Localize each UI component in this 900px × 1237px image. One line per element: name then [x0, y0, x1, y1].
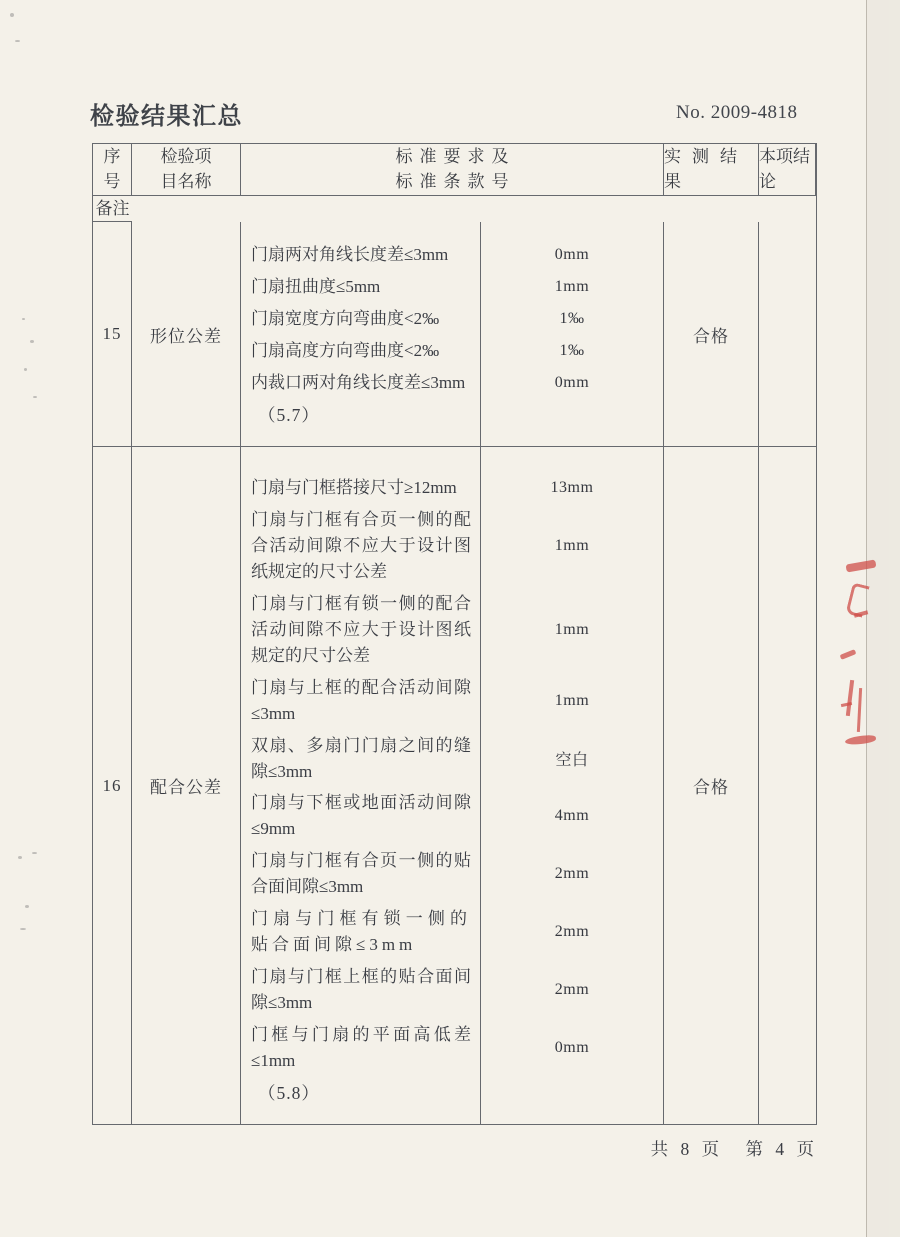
requirement-item: [241, 242, 663, 268]
requirement-list: [241, 447, 663, 1080]
row-standard-and-results: [241, 447, 664, 1124]
scan-speck: [24, 368, 27, 371]
requirement-item: [241, 848, 663, 900]
scan-speck: [18, 856, 22, 859]
requirement-item: [241, 790, 663, 842]
row-item-name: 形位公差: [132, 222, 241, 447]
scan-speck: [20, 928, 26, 930]
measured-result: 0mm: [554, 1039, 590, 1057]
requirement-item: [241, 338, 663, 364]
header-line: 标准条款号: [395, 172, 516, 192]
requirement-text: 门扇与下框或地面活动间隙≤9mm: [251, 793, 471, 839]
row-remark: [759, 447, 816, 1124]
requirement-item: [241, 274, 663, 300]
standard-clause: （5.8）: [258, 1083, 320, 1103]
measured-result: 0mm: [554, 246, 590, 263]
requirement-item: [241, 1022, 663, 1074]
measured-result: 1mm: [554, 691, 590, 709]
scan-speck: [15, 40, 20, 42]
header-line: 序: [103, 147, 121, 167]
measured-result: 4mm: [554, 807, 590, 825]
requirement-text: 门扇两对角线长度差≤3mm: [251, 245, 449, 264]
measured-result: 2mm: [554, 865, 590, 883]
row-item-name: 配合公差: [132, 447, 241, 1124]
footer-total-pages: 共 8 页: [650, 1139, 724, 1159]
row-seq-number: 16: [93, 447, 132, 1124]
header-line: 备注: [95, 198, 130, 218]
measured-result: 1‰: [559, 342, 585, 359]
page-edge-shade: [867, 0, 900, 1237]
header-line: 目名称: [160, 172, 212, 192]
requirement-text: 内裁口两对角线长度差≤3mm: [251, 373, 466, 392]
report-number: No. 2009-4818: [676, 102, 798, 123]
row-standard-and-results: [241, 222, 664, 447]
page-footer: [0, 1136, 818, 1161]
column-header-conclusion: [759, 144, 816, 196]
footer-current-page: 第 4 页: [745, 1139, 818, 1159]
row-conclusion: 合格: [664, 222, 759, 447]
requirement-list: [241, 222, 663, 402]
requirement-item: [241, 370, 663, 396]
requirement-item: [241, 475, 663, 501]
red-stamp-fragment: [846, 680, 854, 716]
requirement-text: 门扇与门框有锁一侧的配合活动间隙不应大于设计图纸规定的尺寸公差: [251, 593, 471, 665]
requirement-text: 门扇宽度方向弯曲度<2‰: [251, 309, 440, 328]
requirement-text: 门扇与门框有合页一侧的贴合面间隙≤3mm: [251, 851, 471, 897]
scan-speck: [30, 340, 34, 343]
requirement-item: [241, 306, 663, 332]
measured-result: 2mm: [554, 923, 590, 941]
requirement-item: [241, 733, 663, 785]
page-title: 检验结果汇总: [90, 103, 243, 130]
requirement-text: 门扇与门框上框的贴合面间隙≤3mm: [251, 967, 471, 1013]
measured-result: 0mm: [554, 374, 590, 391]
requirement-text: 门扇与门框有锁一侧的贴合面间隙≤3mm: [251, 909, 471, 955]
scan-speck: [10, 13, 14, 17]
requirement-text: 门扇与门框搭接尺寸≥12mm: [251, 477, 457, 497]
row-seq-number: 15: [93, 222, 132, 447]
scan-speck: [32, 852, 37, 854]
measured-result: 13mm: [550, 478, 594, 496]
requirement-item: [241, 591, 663, 669]
measured-result: 2mm: [554, 981, 590, 999]
measured-result: 1mm: [554, 620, 590, 638]
column-header-item-name: [132, 144, 241, 196]
column-header-result: [664, 144, 759, 196]
requirement-text: 门扇扭曲度≤5mm: [251, 277, 381, 296]
requirement-item: [241, 906, 663, 958]
measured-result: 空白: [555, 752, 589, 770]
column-header-remark: [93, 196, 132, 223]
table-header: [93, 144, 816, 222]
scan-speck: [33, 396, 37, 398]
requirement-text: 门框与门扇的平面高低差≤1mm: [251, 1025, 471, 1071]
column-header-standard: [241, 144, 664, 196]
table-body: [93, 222, 816, 1124]
header-line: 标准要求及: [395, 147, 516, 167]
requirement-text: 门扇与门框有合页一侧的配合活动间隙不应大于设计图纸规定的尺寸公差: [251, 509, 471, 581]
requirement-item: [241, 507, 663, 585]
measured-result: 1mm: [554, 278, 590, 295]
measured-result: 1mm: [554, 536, 590, 554]
column-header-seq: [93, 144, 132, 196]
results-table: [92, 143, 817, 1125]
row-remark: [759, 222, 816, 447]
row-conclusion: 合格: [664, 447, 759, 1124]
requirement-item: [241, 964, 663, 1016]
header-line: 号: [103, 172, 121, 192]
table-row: [93, 222, 816, 447]
scan-speck: [22, 318, 25, 320]
header-line: 本项结论: [759, 147, 810, 192]
header-line: 实测结果: [664, 147, 748, 192]
requirement-text: 双扇、多扇门门扇之间的缝隙≤3mm: [251, 735, 471, 781]
table-row: [93, 447, 816, 1124]
requirement-item: [241, 675, 663, 727]
scan-speck: [25, 905, 29, 908]
requirement-text: 门扇高度方向弯曲度<2‰: [251, 341, 440, 360]
standard-clause: （5.7）: [258, 405, 320, 425]
measured-result: 1‰: [559, 310, 585, 327]
red-stamp-fragment: [857, 688, 862, 732]
red-stamp-fragment: [840, 649, 857, 660]
requirement-text: 门扇与上框的配合活动间隙≤3mm: [251, 677, 471, 723]
header-line: 检验项: [160, 147, 212, 167]
